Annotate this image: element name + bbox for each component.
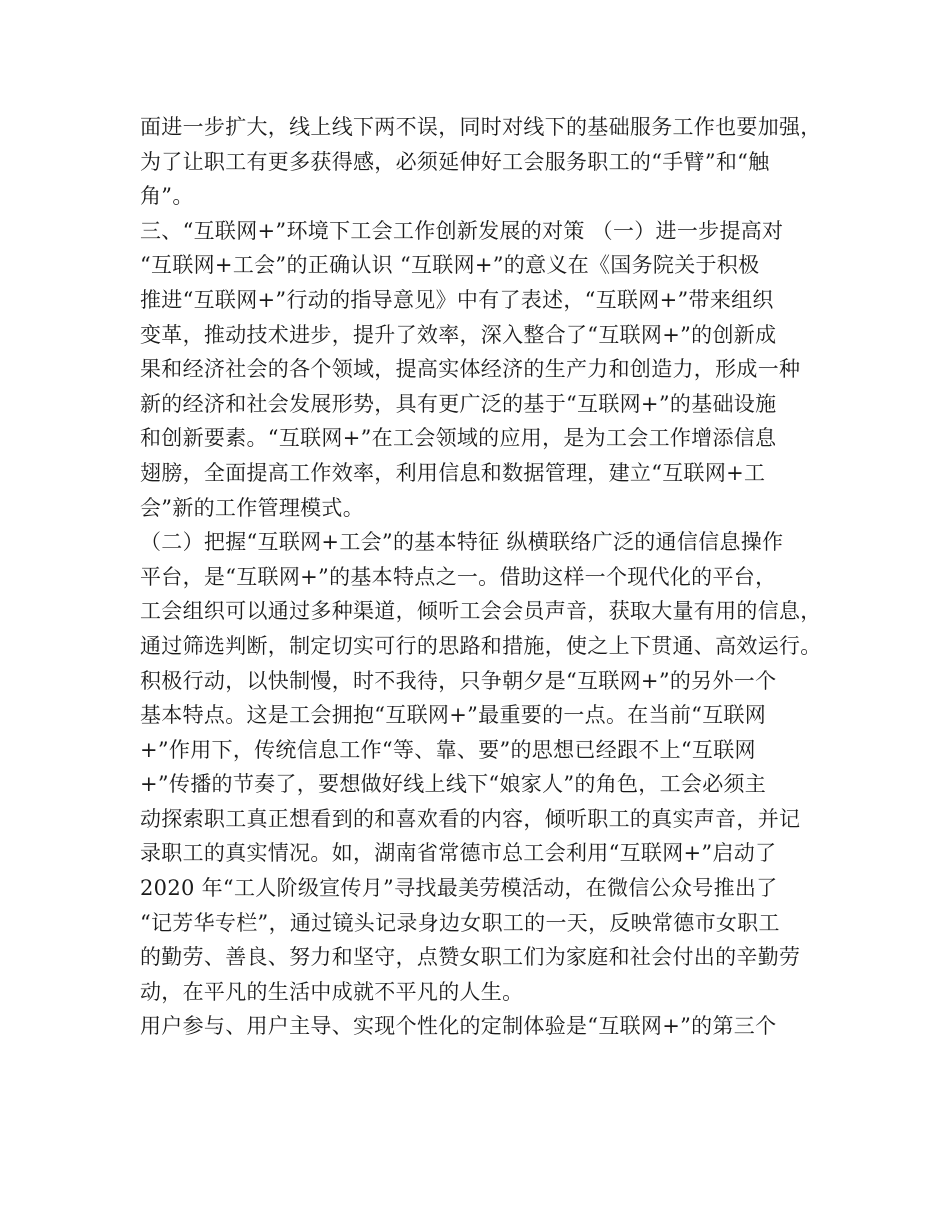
text-line: “互联网+工会”的正确认识 “互联网+”的意义在《国务院关于积极: [140, 253, 760, 278]
text-line: +”作用下，传统信息工作“等、靠、要”的思想已经跟不上“互联网: [140, 737, 756, 762]
text-line: 通过筛选判断，制定切实可行的思路和措施，使之上下贯通、高效运行。: [140, 633, 822, 658]
text-line: 角”。: [140, 184, 194, 209]
text-line: 工会组织可以通过多种渠道，倾听工会会员声音，获取大量有用的信息，: [140, 599, 822, 624]
text-line: 积极行动，以快制慢，时不我待，只争朝夕是“互联网+”的另外一个: [140, 668, 777, 693]
text-line: 2020 年“工人阶级宣传月”寻找最美劳模活动，在微信公众号推出了: [140, 876, 778, 901]
text-line: 为了让职工有更多获得感，必须延伸好工会服务职工的“手臂”和“触: [140, 149, 770, 174]
text-line: 的勤劳、善良、努力和坚守，点赞女职工们为家庭和社会付出的辛勤劳: [140, 945, 801, 970]
text-line: 面进一步扩大，线上线下两不误，同时对线下的基础服务工作也要加强，: [140, 115, 822, 139]
section-heading-line: 三、“互联网+”环境下工会工作创新发展的对策 （一）进一步提高对: [140, 218, 784, 243]
text-line: 用户参与、用户主导、实现个性化的定制体验是“互联网+”的第三个: [140, 1014, 777, 1039]
text-line: 平台，是“互联网+”的基本特点之一。借助这样一个现代化的平台，: [140, 564, 777, 589]
body-text: [140, 110, 830, 1044]
text-line: 录职工的真实情况。如，湖南省常德市总工会利用“互联网+”启动了: [140, 841, 777, 866]
text-line: 基本特点。这是工会拥抱“互联网+”最重要的一点。在当前“互联网: [140, 703, 767, 728]
text-line: 变革，推动技术进步，提升了效率，深入整合了“互联网+”的创新成: [140, 322, 777, 347]
text-line: 果和经济社会的各个领域，提高实体经济的生产力和创造力，形成一种: [140, 357, 801, 382]
text-line: 翅膀，全面提高工作效率，利用信息和数据管理，建立“互联网+工: [140, 460, 766, 485]
text-line: 新的经济和社会发展形势，具有更广泛的基于“互联网+”的基础设施: [140, 391, 777, 416]
text-line: 推进“互联网+”行动的指导意见》中有了表述，“互联网+”带来组织: [140, 287, 774, 312]
text-line: “记芳华专栏”，通过镜头记录身边女职工的一天，反映常德市女职工: [140, 910, 780, 935]
text-line: 和创新要素。“互联网+”在工会领域的应用，是为工会工作增添信息: [140, 426, 777, 451]
text-line: +”传播的节奏了，要想做好线上线下“娘家人”的角色，工会必须主: [140, 772, 767, 797]
subsection-heading-line: （二）把握“互联网+工会”的基本特征 纵横联络广泛的通信信息操作: [140, 530, 784, 555]
text-line: 动探索职工真正想看到的和喜欢看的内容，倾听职工的真实声音，并记: [140, 806, 801, 831]
text-line: 会”新的工作管理模式。: [140, 495, 365, 520]
text-line: 动，在平凡的生活中成就不平凡的人生。: [140, 979, 524, 1004]
